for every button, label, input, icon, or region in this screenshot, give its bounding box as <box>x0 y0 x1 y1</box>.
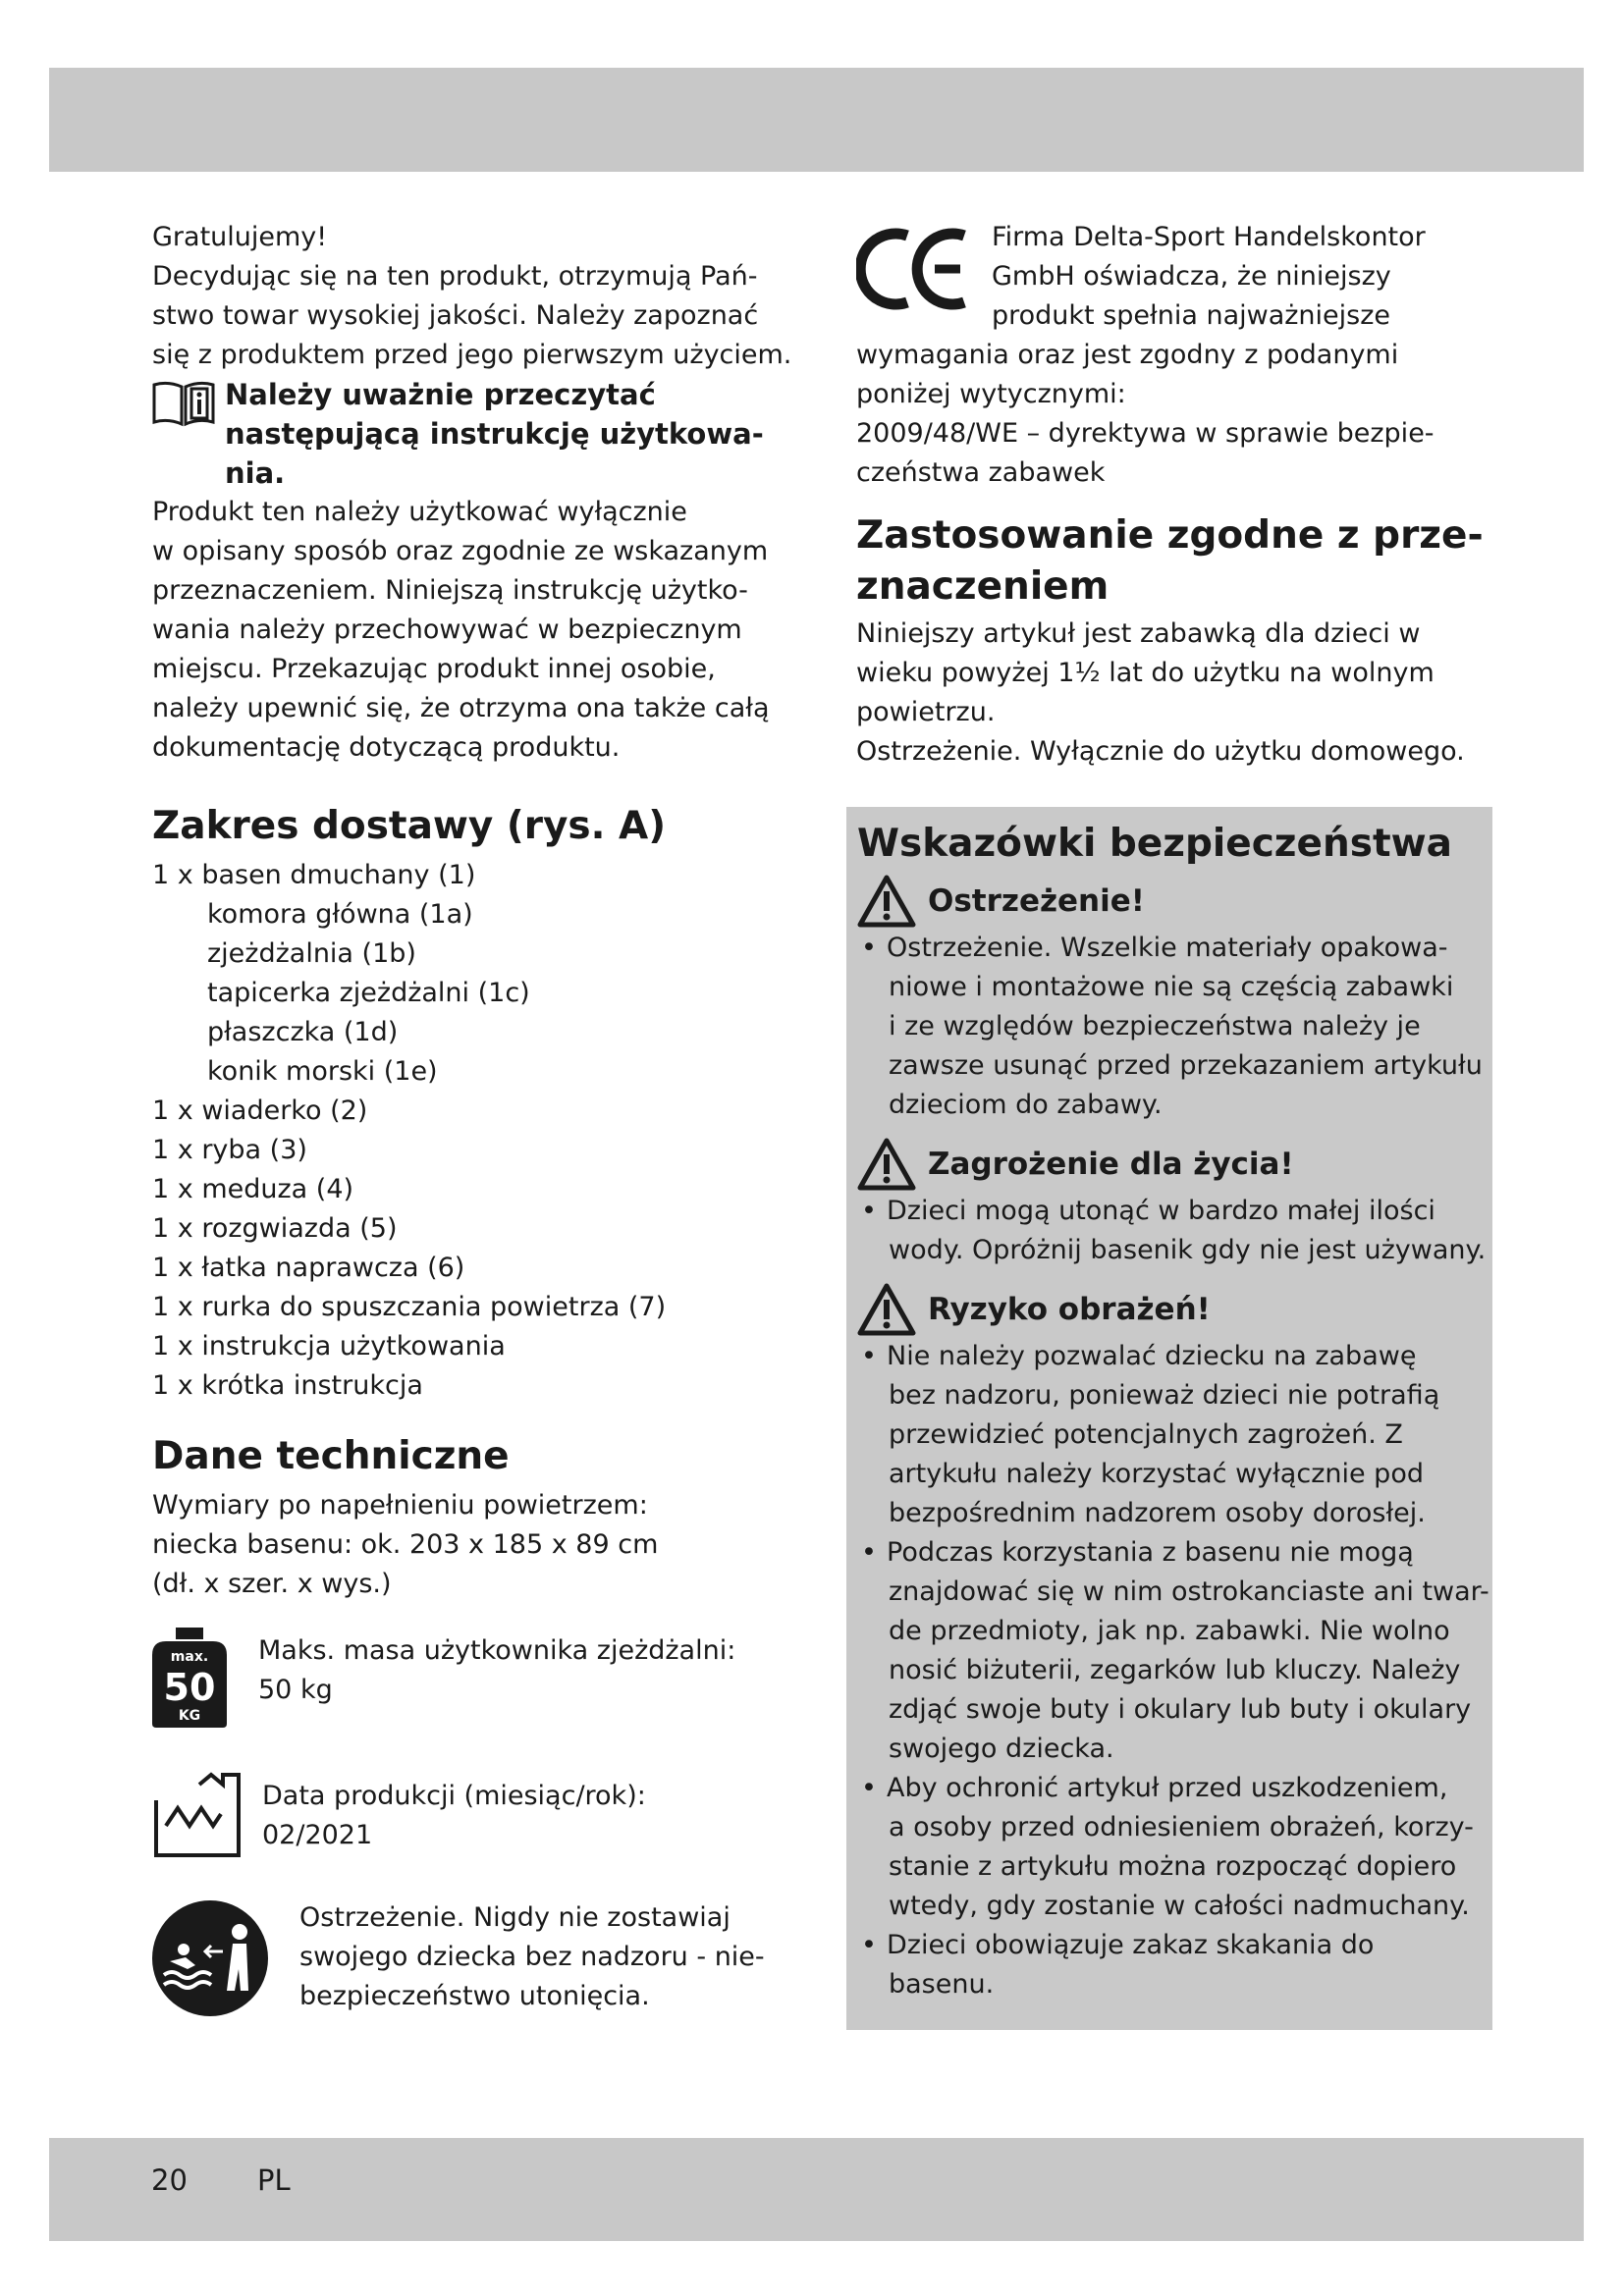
delivery-item: 1 x rozgwiazda (5) <box>152 1213 398 1244</box>
page-number: 20 <box>151 2163 188 2197</box>
text-line: Niniejszy artykuł jest zabawką dla dzieci w <box>856 618 1421 649</box>
danger-title: Zagrożenie dla życia! <box>928 1147 1294 1182</box>
production-date-row <box>152 1771 781 1859</box>
safety-box <box>846 807 1492 2030</box>
max-weight-row <box>152 1626 781 1728</box>
text-line: czeństwa zabawek <box>856 457 1106 488</box>
delivery-item: komora główna (1a) <box>207 899 473 930</box>
heading-line: znaczeniem <box>856 564 1110 609</box>
text-line: Firma Delta-Sport Handelskontor <box>992 222 1426 252</box>
language-code: PL <box>257 2163 291 2197</box>
drowning-warning-icon <box>152 1900 268 2016</box>
text-line: basenu. <box>889 1969 995 2000</box>
bullet-item <box>857 1926 1483 2004</box>
weight-icon-top: max. <box>170 1649 209 1665</box>
tech-heading: Dane techniczne <box>152 1434 510 1478</box>
right-column <box>856 218 1485 772</box>
weight-icon-value: 50 <box>163 1666 216 1709</box>
text-line: swojego dziecka bez nadzoru - nie- <box>299 1942 765 1972</box>
text-line: Maks. masa użytkownika zjeżdżalni: <box>258 1635 736 1666</box>
drowning-warning-row <box>152 1898 781 2020</box>
text-line: a osoby przed odniesieniem obrażeń, korzy- <box>889 1812 1474 1842</box>
intro-text <box>152 218 792 375</box>
text-line: wania należy przechowywać w bezpiecznym <box>152 614 742 645</box>
text-line: się z produktem przed jego pierwszym użyciem. <box>152 340 792 370</box>
text-line: • Nie należy pozwalać dziecku na zabawę <box>887 1341 1417 1371</box>
warning-icon <box>857 874 916 929</box>
text-line: • Dzieci obowiązuje zakaz skakania do <box>887 1930 1375 1960</box>
delivery-item: 1 x rurka do spuszczania powietrza (7) <box>152 1292 667 1322</box>
warning-header <box>857 874 1483 929</box>
text-line: wieku powyżej 1½ lat do użytku na wolnym <box>856 658 1435 688</box>
text-line: następującą instrukcję użytkowa- <box>225 417 764 451</box>
purpose-heading <box>856 510 1485 613</box>
text-line: nosić biżuterii, zegarków lub kluczy. Należy <box>889 1655 1461 1685</box>
warning-title: Ostrzeżenie! <box>928 883 1145 919</box>
text-line: zdjąć swoje buty i okulary lub buty i okulary <box>889 1694 1472 1725</box>
bullet-item <box>857 1337 1483 1533</box>
weight-icon <box>152 1626 227 1728</box>
injury-header <box>857 1282 1483 1337</box>
warning-icon <box>857 1282 916 1337</box>
danger-header <box>857 1137 1483 1192</box>
bullet-item <box>857 1192 1487 1270</box>
text-line: de przedmioty, jak np. zabawki. Nie wolno <box>889 1616 1450 1646</box>
text-line: Data produkcji (miesiąc/rok): <box>262 1781 646 1811</box>
text-line: 50 kg <box>258 1675 333 1705</box>
delivery-item: płaszczka (1d) <box>207 1017 399 1047</box>
text-line: • Ostrzeżenie. Wszelkie materiały opakowa- <box>887 933 1448 963</box>
delivery-item: 1 x łatka naprawcza (6) <box>152 1253 465 1283</box>
text-line: niecka basenu: ok. 203 x 185 x 89 cm <box>152 1529 659 1560</box>
ce-text <box>856 336 1485 493</box>
text-line: zawsze usunąć przed przekazaniem artykułu <box>889 1050 1483 1081</box>
delivery-list <box>152 856 781 1406</box>
text-line: bez nadzoru, ponieważ dzieci nie potrafią <box>889 1380 1440 1411</box>
read-instructions-notice <box>152 375 781 493</box>
text-line: Produkt ten należy użytkować wyłącznie <box>152 497 687 527</box>
text-line: dokumentację dotyczącą produktu. <box>152 732 621 763</box>
bullet-item <box>857 1533 1489 1769</box>
delivery-item: 1 x meduza (4) <box>152 1174 354 1204</box>
safety-heading: Wskazówki bezpieczeństwa <box>857 822 1452 866</box>
text-line: Gratulujemy! <box>152 222 328 252</box>
text-line: miejscu. Przekazując produkt innej osobie, <box>152 654 716 684</box>
text-line: i ze względów bezpieczeństwa należy je <box>889 1011 1421 1041</box>
text-line: przewidzieć potencjalnych zagrożeń. Z <box>889 1419 1403 1450</box>
text-line: stanie z artykułu można rozpocząć dopiero <box>889 1851 1457 1882</box>
text-line: produkt spełnia najważniejsze <box>992 300 1390 331</box>
header-band <box>49 68 1584 172</box>
text-line: Wymiary po napełnieniu powietrzem: <box>152 1490 648 1521</box>
text-line: 02/2021 <box>262 1820 373 1850</box>
text-line: artykułu należy korzystać wyłącznie pod <box>889 1459 1424 1489</box>
text-line: należy upewnić się, że otrzyma ona także całą <box>152 693 770 723</box>
text-line: • Aby ochronić artykuł przed uszkodzeniem, <box>887 1773 1448 1803</box>
delivery-item: 1 x instrukcja użytkowania <box>152 1331 506 1362</box>
ce-declaration <box>856 218 1485 336</box>
purpose-text <box>856 614 1485 772</box>
text-line: poniżej wytycznymi: <box>856 379 1126 409</box>
delivery-item: tapicerka zjeżdżalni (1c) <box>207 978 530 1008</box>
delivery-item: 1 x ryba (3) <box>152 1135 307 1165</box>
injury-title: Ryzyko obrażeń! <box>928 1292 1211 1327</box>
text-line: Ostrzeżenie. Wyłącznie do użytku domowego. <box>856 736 1465 767</box>
delivery-item: 1 x krótka instrukcja <box>152 1370 423 1401</box>
delivery-item: zjeżdżalnia (1b) <box>207 938 416 969</box>
text-line: znajdować się w nim ostrokanciaste ani twar- <box>889 1576 1489 1607</box>
delivery-item: 1 x basen dmuchany (1) <box>152 860 476 890</box>
text-line: (dł. x szer. x wys.) <box>152 1569 392 1599</box>
text-line: Decydując się na ten produkt, otrzymują Pań- <box>152 261 758 292</box>
text-line: stwo towar wysokiej jakości. Należy zapoznać <box>152 300 759 331</box>
ce-mark-icon <box>856 228 974 310</box>
bullet-item <box>857 929 1483 1125</box>
text-line: • Dzieci mogą utonąć w bardzo małej ilości <box>887 1196 1435 1226</box>
usage-text <box>152 493 781 768</box>
warning-icon <box>857 1137 916 1192</box>
text-line: dzieciom do zabawy. <box>889 1090 1163 1120</box>
text-line: wymagania oraz jest zgodny z podanymi <box>856 340 1399 370</box>
bullet-item <box>857 1769 1483 1926</box>
delivery-heading: Zakres dostawy (rys. A) <box>152 804 667 848</box>
text-line: Należy uważnie przeczytać <box>225 378 656 411</box>
left-column <box>152 218 792 2020</box>
heading-line: Zastosowanie zgodne z prze- <box>856 513 1484 558</box>
text-line: • Podczas korzystania z basenu nie mogą <box>887 1537 1414 1568</box>
weight-icon-unit: KG <box>178 1708 201 1724</box>
text-line: 2009/48/WE – dyrektywa w sprawie bezpie- <box>856 418 1435 449</box>
text-line: przeznaczeniem. Niniejszą instrukcję użytko- <box>152 575 748 606</box>
text-line: nia. <box>225 456 286 490</box>
manufacture-date-icon <box>152 1771 243 1859</box>
text-line: swojego dziecka. <box>889 1734 1114 1764</box>
text-line: bezpieczeństwo utonięcia. <box>299 1981 650 2011</box>
text-line: Ostrzeżenie. Nigdy nie zostawiaj <box>299 1902 731 1933</box>
text-line: bezpośrednim nadzorem osoby dorosłej. <box>889 1498 1426 1528</box>
text-line: wtedy, gdy zostanie w całości nadmuchany. <box>889 1891 1470 1921</box>
tech-text <box>152 1486 781 1604</box>
text-line: powietrzu. <box>856 697 996 727</box>
text-line: wody. Opróżnij basenik gdy nie jest używany. <box>889 1235 1487 1265</box>
text-line: GmbH oświadcza, że niniejszy <box>992 261 1391 292</box>
book-info-icon <box>152 379 215 428</box>
delivery-item: konik morski (1e) <box>207 1056 438 1087</box>
text-line: w opisany sposób oraz zgodnie ze wskazanym <box>152 536 769 566</box>
delivery-item: 1 x wiaderko (2) <box>152 1095 368 1126</box>
text-line: niowe i montażowe nie są częścią zabawki <box>889 972 1454 1002</box>
